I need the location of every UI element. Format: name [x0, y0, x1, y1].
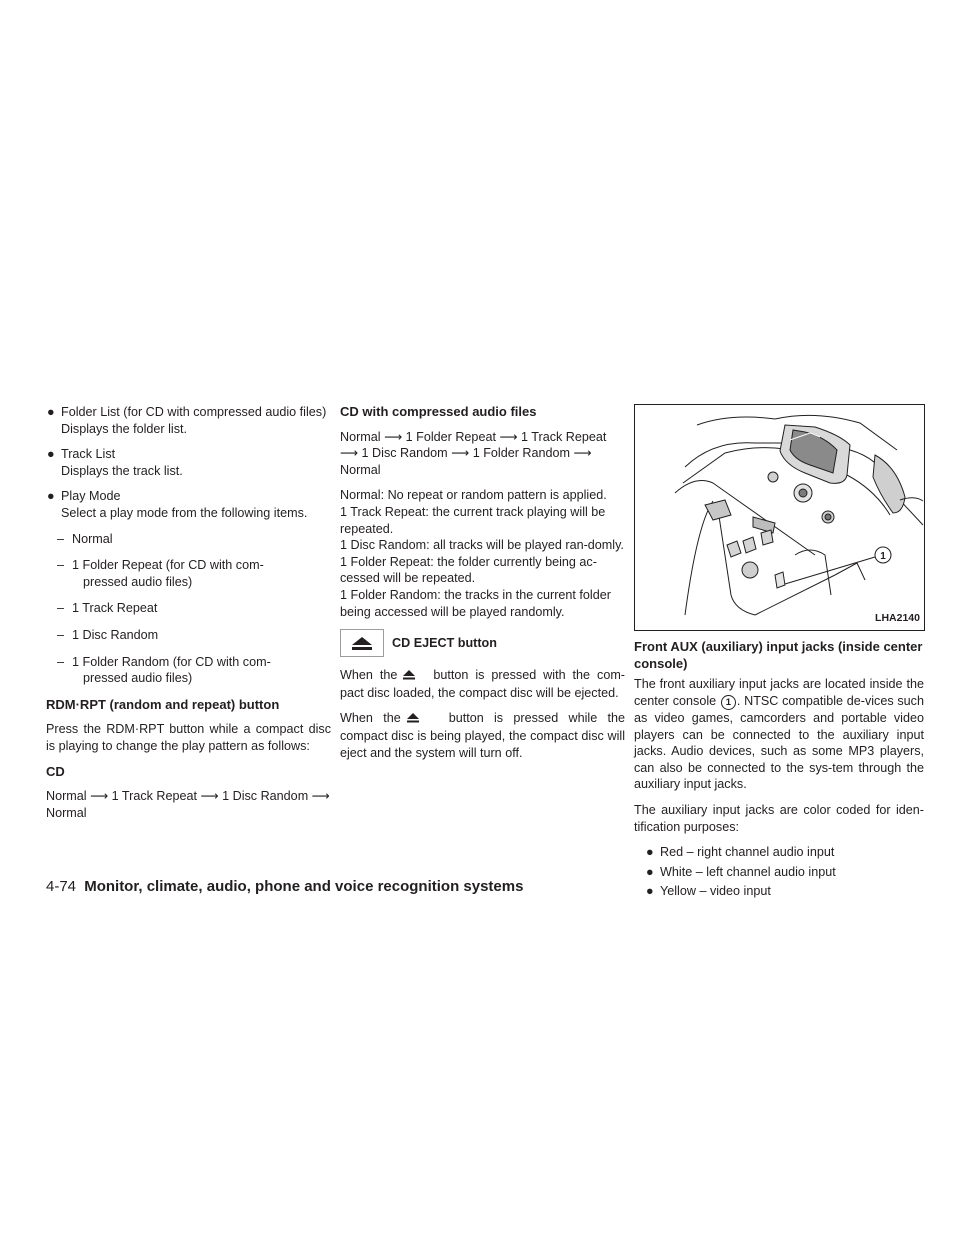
console-drawing: [635, 405, 924, 630]
list-item-track-list: [46, 446, 331, 479]
list-item: ● Yellow – video input: [646, 884, 771, 899]
list-item: ● White – left channel audio input: [646, 864, 836, 879]
play-mode-option: – Normal: [57, 531, 113, 546]
callout-number-icon: 1: [721, 695, 736, 710]
center-console-illustration: [634, 404, 925, 631]
column-left: [46, 404, 331, 830]
item-desc: Displays the folder list.: [61, 421, 187, 436]
figure-label: LHA2140: [875, 612, 920, 625]
folder-random-definition: 1 Folder Random: the tracks in the current folder being accessed will be played randomly.: [340, 587, 611, 619]
eject-icon: [407, 711, 419, 728]
column-middle: [340, 404, 625, 770]
rdm-rpt-heading: RDM·RPT (random and repeat) button: [46, 696, 280, 712]
item-desc: Select a play mode from the following items.: [61, 505, 308, 520]
bullet-icon: ●: [646, 884, 654, 899]
play-mode-option: – 1 Track Repeat: [57, 601, 158, 616]
bullet-icon: ●: [47, 447, 55, 462]
play-mode-option: – 1 Folder Random (for CD with com- pressed audio files): [57, 654, 271, 686]
item-title: Folder List (for CD with compressed audio files): [61, 405, 327, 419]
list-item-play-mode: [46, 488, 331, 521]
cd-eject-heading: CD EJECT button: [392, 635, 497, 650]
bullet-icon: ●: [646, 864, 654, 879]
play-mode-definitions: [340, 487, 625, 620]
aux-paragraph-1: The front auxiliary input jacks are located inside the center console 1 . NTSC compatible de-vices such as video games, camcorders and portable video players can be connected to the auxiliary input jacks. Audio devices, such as some MP3 players, can also be connected to the sys-tem through the auxiliary input jacks.: [634, 677, 924, 792]
folder-repeat-definition: 1 Folder Repeat: the folder currently being ac-cessed will be repeated.: [340, 554, 597, 586]
play-mode-option: – 1 Disc Random: [57, 627, 159, 642]
page-number: 4-74: [46, 878, 77, 895]
item-desc: Displays the track list.: [61, 463, 183, 478]
item-title: Play Mode: [61, 489, 121, 504]
color-code-list: [634, 844, 924, 900]
cd-sequence: Normal ⟶ 1 Track Repeat ⟶ 1 Disc Random ⟶ Normal: [46, 789, 330, 820]
item-title: Track List: [61, 447, 116, 462]
cd-eject-heading-row: [340, 629, 625, 657]
bullet-icon: ●: [646, 845, 654, 860]
cd-heading: CD: [46, 763, 65, 779]
compressed-heading: CD with compressed audio files: [340, 404, 537, 419]
eject-paragraph-2: When the button is pressed while the compact disc is being played, the compact disc will eject and the system will turn off.: [340, 711, 625, 760]
eject-icon: [340, 629, 384, 657]
bullet-icon: ●: [47, 405, 55, 419]
figure-callout: 1: [880, 551, 886, 562]
chapter-title: Monitor, climate, audio, phone and voice recognition systems: [84, 878, 524, 895]
compressed-sequence: Normal ⟶ 1 Folder Repeat ⟶ 1 Track Repeat ⟶ 1 Disc Random ⟶ 1 Folder Random ⟶ Normal: [340, 429, 607, 477]
aux-paragraph-2: The auxiliary input jacks are color coded for iden-tification purposes:: [634, 803, 924, 834]
list-item-folder-list: [46, 404, 331, 437]
normal-definition: Normal: No repeat or random pattern is applied.: [340, 488, 607, 503]
bullet-icon: ●: [47, 489, 55, 504]
aux-heading: Front AUX (auxiliary) input jacks (inside center console): [634, 639, 923, 671]
rdm-rpt-text: Press the RDM·RPT button while a compact disc is playing to change the play pattern as follows:: [46, 722, 331, 753]
eject-icon: [403, 668, 415, 685]
track-repeat-definition: 1 Track Repeat: the current track playing will be repeated.: [340, 504, 606, 536]
disc-random-definition: 1 Disc Random: all tracks will be played ran-domly.: [340, 538, 624, 553]
eject-paragraph-1: When the button is pressed with the com-pact disc loaded, the compact disc will be ejected.: [340, 668, 626, 700]
list-item: ● Red – right channel audio input: [646, 845, 835, 860]
page-footer: [46, 879, 523, 896]
column-right: [634, 404, 924, 909]
play-mode-option: – 1 Folder Repeat (for CD with com- pressed audio files): [57, 558, 264, 589]
